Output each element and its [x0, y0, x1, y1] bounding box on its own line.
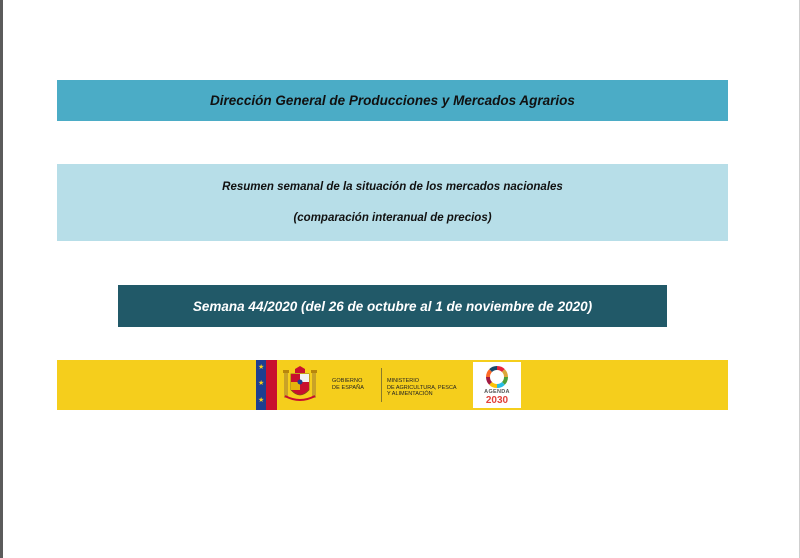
summary-line-2: (comparación interanual de precios) — [293, 211, 492, 224]
sdg-wheel-icon — [486, 366, 508, 388]
page-title: Dirección General de Producciones y Mercados Agrarios — [210, 93, 575, 108]
page-left-border — [0, 0, 3, 558]
gobierno-line-1: GOBIERNO — [332, 378, 363, 384]
agenda-label: AGENDA — [484, 389, 510, 395]
eu-flag-strip — [256, 360, 266, 410]
gobierno-line-2: DE ESPAÑA — [332, 384, 364, 391]
government-logo-block — [256, 360, 524, 410]
red-flag-strip — [266, 360, 277, 410]
ministerio-line-1: MINISTERIO — [387, 378, 420, 384]
gobierno-text — [332, 378, 364, 391]
star-icon: ★ — [258, 397, 265, 404]
title-band — [57, 80, 728, 121]
summary-line-1: Resumen semanal de la situación de los mercados nacionales — [222, 180, 563, 193]
ministerio-line-2: DE AGRICULTURA, PESCA — [387, 384, 457, 391]
ministerio-text — [387, 378, 457, 398]
logo-band — [57, 360, 728, 410]
agenda-year: 2030 — [485, 395, 509, 406]
week-band — [118, 285, 667, 327]
agenda-2030-logo — [473, 362, 521, 408]
week-label: Semana 44/2020 (del 26 de octubre al 1 de noviembre de 2020) — [192, 298, 593, 314]
summary-band — [57, 164, 728, 241]
star-icon: ★ — [258, 364, 265, 371]
star-icon: ★ — [258, 380, 265, 387]
ministerio-line-3: Y ALIMENTACIÓN — [387, 391, 433, 397]
coat-of-arms-icon — [282, 366, 318, 404]
logo-divider — [381, 368, 382, 402]
